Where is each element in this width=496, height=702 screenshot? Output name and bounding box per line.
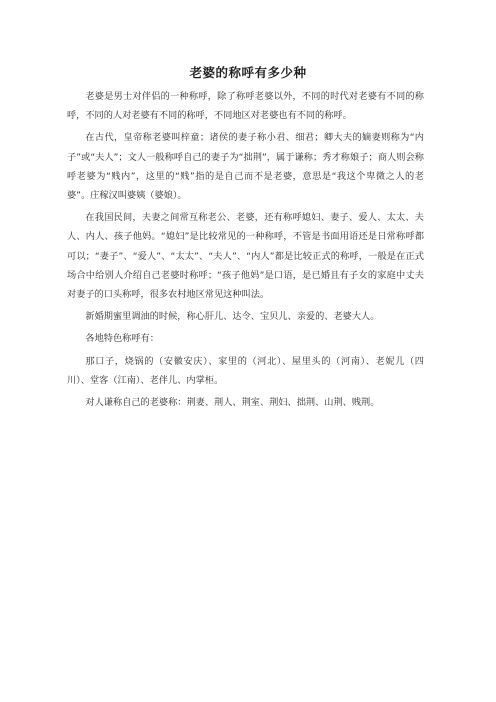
paragraph-newlywed: 新婚期蜜里调油的时候，称心肝儿、达令、宝贝儿、亲爱的、老婆大人。 bbox=[85, 311, 380, 323]
paragraph-intro: 老婆是男士对伴侣的一种称呼，除了称呼老婆以外，不同的时代对老婆有不同的称呼，不同的人对老婆有不同的称呼，不同地区对老婆也有不同的称呼。 bbox=[67, 91, 424, 122]
paragraph-humble: 对人谦称自己的老婆称：荆妻、荆人、荆室、荆妇、拙荆、山荆、贱荆。 bbox=[85, 397, 380, 409]
paragraph-folk: 在我国民间，夫妻之间常互称老公、老婆，还有称呼媳妇、妻子、爱人、太太、夫人、内人、孩子他妈。“媳妇”是比较常见的一种称呼，不管是书面用语还是日常称呼都可以；“妻子”、“爱人”、“太太”、“夫人”、“内人”都是比较正式的称呼，一般是在正式场合中给别人介绍自己老婆时称呼；“孩子他妈”是口语，是已婚且有子女的家庭中丈夫对妻子的口头称呼，很多农村地区常见这种叫法。 bbox=[67, 212, 424, 301]
paragraph-regional-heading: 各地特色称呼有： bbox=[85, 333, 159, 345]
document-body bbox=[67, 87, 424, 415]
page-title: 老婆的称呼有多少种 bbox=[189, 65, 307, 80]
paragraph-ancient: 在古代，皇帝称老婆叫梓童；诸侯的妻子称小君、细君；卿大夫的嫡妻则称为“内子”或“夫人”；文人一般称呼自己的妻子为“拙荆”，属于谦称；秀才称娘子；商人则会称呼老婆为“贱内”，这里的“贱”指的是自己而不是老婆，意思是“我这个卑微之人的老婆”。庄稼汉叫婆姨（婆娘）。 bbox=[67, 132, 424, 202]
paragraph-regional: 那口子，烧锅的（安徽安庆）、家里的（河北）、屋里头的（河南）、老妮儿（四川）、堂客（江南）、老伴儿、内掌柜。 bbox=[67, 355, 424, 386]
